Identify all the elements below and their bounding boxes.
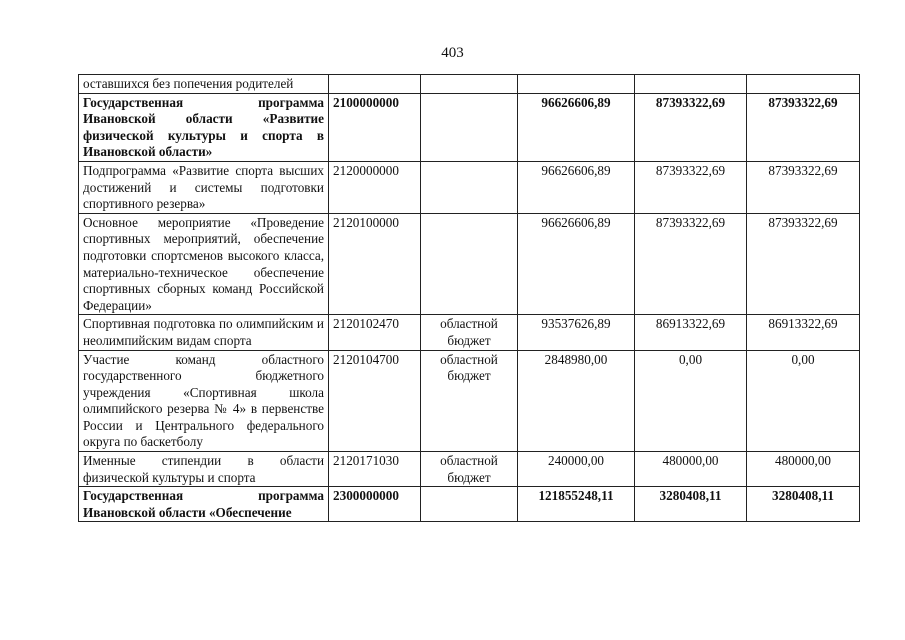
budget-table [78, 74, 860, 522]
row-source: областной бюджет [421, 350, 518, 452]
row-value-1: 2848980,00 [518, 350, 635, 452]
row-name: Участие команд областного государственного бюджетного учреждения «Спортивная школа олимпийского резерва № 4» в первенстве России и Центрального федерального округа по баскетболу [79, 350, 329, 452]
table-row [79, 452, 860, 487]
row-code [329, 75, 421, 94]
row-source [421, 93, 518, 161]
row-value-2: 3280408,11 [635, 487, 747, 522]
row-code: 2100000000 [329, 93, 421, 161]
row-value-2: 87393322,69 [635, 93, 747, 161]
row-value-3: 87393322,69 [747, 93, 860, 161]
table-row [79, 350, 860, 452]
row-value-2: 87393322,69 [635, 213, 747, 315]
row-value-3: 3280408,11 [747, 487, 860, 522]
row-source [421, 75, 518, 94]
row-name: Спортивная подготовка по олимпийским и неолимпийским видам спорта [79, 315, 329, 350]
row-value-1: 121855248,11 [518, 487, 635, 522]
row-value-3: 480000,00 [747, 452, 860, 487]
row-code: 2120104700 [329, 350, 421, 452]
table-row [79, 315, 860, 350]
row-value-1: 96626606,89 [518, 93, 635, 161]
row-value-1: 96626606,89 [518, 161, 635, 213]
row-value-1 [518, 75, 635, 94]
row-name: Основное мероприятие «Проведение спортивных мероприятий, обеспечение подготовки спортсменов высокого класса, материально-техническое обеспечение спортивных сборных команд Российской Федерации» [79, 213, 329, 315]
row-source: областной бюджет [421, 452, 518, 487]
row-name: Подпрограмма «Развитие спорта высших достижений и системы подготовки спортивного резерва» [79, 161, 329, 213]
row-value-1: 240000,00 [518, 452, 635, 487]
page-number: 403 [441, 45, 464, 61]
table-row [79, 75, 860, 94]
row-value-1: 96626606,89 [518, 213, 635, 315]
row-name: Государственная программа Ивановской области «Развитие физической культуры и спорта в Ивановской области» [79, 93, 329, 161]
row-source [421, 213, 518, 315]
row-name: Именные стипендии в области физической культуры и спорта [79, 452, 329, 487]
row-value-2 [635, 75, 747, 94]
row-value-2: 86913322,69 [635, 315, 747, 350]
row-source [421, 161, 518, 213]
row-value-3 [747, 75, 860, 94]
row-value-3: 87393322,69 [747, 213, 860, 315]
row-code: 2300000000 [329, 487, 421, 522]
row-code: 2120000000 [329, 161, 421, 213]
row-name: оставшихся без попечения родителей [79, 75, 329, 94]
row-code: 2120171030 [329, 452, 421, 487]
row-name: Государственная программа Ивановской области «Обеспечение [79, 487, 329, 522]
table-row [79, 93, 860, 161]
row-value-3: 86913322,69 [747, 315, 860, 350]
row-value-1: 93537626,89 [518, 315, 635, 350]
row-code: 2120102470 [329, 315, 421, 350]
row-value-3: 87393322,69 [747, 161, 860, 213]
row-source [421, 487, 518, 522]
row-code: 2120100000 [329, 213, 421, 315]
row-value-2: 0,00 [635, 350, 747, 452]
row-source: областной бюджет [421, 315, 518, 350]
table-row [79, 213, 860, 315]
row-value-3: 0,00 [747, 350, 860, 452]
table-row [79, 487, 860, 522]
table-row [79, 161, 860, 213]
row-value-2: 87393322,69 [635, 161, 747, 213]
row-value-2: 480000,00 [635, 452, 747, 487]
